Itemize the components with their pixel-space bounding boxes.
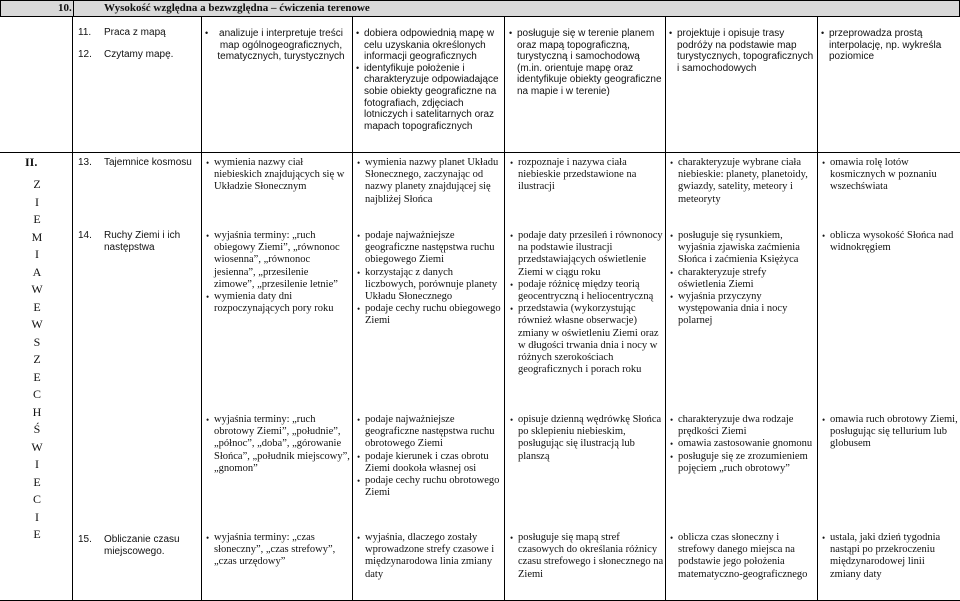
vertical-letter: E <box>33 369 41 384</box>
divider <box>201 153 202 601</box>
lesson-title: Wysokość względna a bezwzględna – ćwiczenia terenowe <box>104 2 370 14</box>
divider <box>352 16 353 152</box>
vertical-letter: Z <box>33 177 41 191</box>
requirements-satisfactory <box>357 230 503 328</box>
requirement-item: • wyjaśnia terminy: „czas słoneczny”, „czas strefowy”, „czas urzędowy” <box>214 532 351 569</box>
requirement-item: • omawia rolę lotów kosmicznych w poznaniu wszechświata <box>830 157 958 194</box>
requirements-basic <box>206 157 351 194</box>
requirement-item: • podaje najważniejsze geograficzne następstwa ruchu obiegowego Ziemi <box>365 230 503 267</box>
requirements-excellent <box>822 230 958 254</box>
requirements-very-good <box>670 230 816 328</box>
section-title-vertical <box>26 176 48 544</box>
requirement-item: • przedstawia (wykorzystując również własne obserwacje) zmiany w oświetleniu Ziemi oraz w długości trwania dnia i nocy w różnych szerokościach geograficznych i porach roku <box>518 303 664 376</box>
vertical-letter: S <box>33 334 41 349</box>
requirement-item: • podaje daty przesileń i równonocy na podstawie ilustracji przedstawiających oświetlenie Ziemi w ciągu roku <box>518 230 664 279</box>
requirement-item: • wymienia daty dni rozpoczynających pory roku <box>214 291 351 315</box>
requirements-good <box>510 157 664 194</box>
divider <box>504 16 505 152</box>
requirements-good <box>509 28 663 98</box>
lesson-number: 14. <box>78 230 92 241</box>
row-divider <box>0 152 960 153</box>
requirement-item: • oblicza wysokość Słońca nad widnokręgiem <box>830 230 958 254</box>
requirements-excellent <box>822 532 958 581</box>
requirements-excellent <box>822 157 958 194</box>
requirement-item: • charakteryzuje strefy oświetlenia Ziemi <box>678 267 816 291</box>
requirement-item: • opisuje dzienną wędrówkę Słońca po sklepieniu niebieskim, posługując się ilustracją lub planszą <box>518 414 664 463</box>
divider <box>665 16 666 152</box>
requirements-very-good <box>670 157 816 206</box>
requirements-excellent <box>822 414 958 451</box>
lesson-topic: Ruchy Ziemi i ich następstwa <box>104 230 181 253</box>
requirement-item: • korzystając z danych liczbowych, porównuje planety Układu Słonecznego <box>365 267 503 304</box>
requirement-item: • podaje cechy ruchu obrotowego Ziemi <box>365 475 503 499</box>
divider <box>72 16 73 152</box>
requirement-item: • rozpoznaje i nazywa ciała niebieskie przedstawione na ilustracji <box>518 157 664 194</box>
requirements-satisfactory <box>357 414 503 499</box>
requirement-item: • przeprowadza prostą interpolację, np. wykreśla poziomice <box>829 28 957 63</box>
requirement-item: • projektuje i opisuje trasy podróży na podstawie map turystycznych, topograficznych i samochodowych <box>677 28 815 74</box>
section-header-row <box>0 0 960 17</box>
lesson-topic: Praca z mapą <box>104 27 166 38</box>
vertical-letter: E <box>33 212 41 226</box>
vertical-letter: C <box>32 492 41 506</box>
vertical-letter: Z <box>33 352 41 366</box>
vertical-letter: W <box>31 282 43 296</box>
requirement-item: • wyjaśnia, dlaczego zostały wprowadzone strefy czasowe i międzynarodowa linia zmiany daty <box>365 532 503 581</box>
lesson-number: 15. <box>78 534 92 545</box>
vertical-letter: H <box>32 404 42 419</box>
requirement-item: • omawia ruch obrotowy Ziemi, posługując się tellurium lub globusem <box>830 414 958 451</box>
lesson-number: 11. <box>78 27 92 38</box>
requirement-item: • posługuje się mapą stref czasowych do określania różnicy czasu strefowego i słonecznego na Ziemi <box>518 532 664 581</box>
requirement-item: • charakteryzuje wybrane ciała niebieskie: planety, planetoidy, gwiazdy, satelity, meteory i meteoryty <box>678 157 816 206</box>
requirement-item: • posługuje się ze zrozumieniem pojęciem „ruch obrotowy” <box>678 451 816 475</box>
divider <box>817 16 818 152</box>
requirement-item: • wyjaśnia terminy: „ruch obiegowy Ziemi”, „równonoc wiosenna”, „równonoc jesienna”, „przesilenie zimowe”, „przesilenie letnie” <box>214 230 351 291</box>
lesson-topic: Obliczanie czasu miejscowego. <box>104 534 180 557</box>
requirements-satisfactory <box>357 157 503 206</box>
requirement-item: • dobiera odpowiednią mapę w celu uzyskania określonych informacji geograficznych <box>364 28 502 63</box>
requirements-basic <box>205 28 349 63</box>
vertical-letter: I <box>35 247 39 261</box>
vertical-letter: C <box>32 387 41 401</box>
requirements-excellent <box>821 28 957 63</box>
vertical-letter: W <box>31 439 43 454</box>
requirements-very-good <box>670 414 816 475</box>
requirements-very-good <box>670 532 816 581</box>
requirement-item: • omawia zastosowanie gnomonu <box>678 438 816 450</box>
divider <box>201 16 202 152</box>
requirement-item: • wyjaśnia terminy: „ruch obrotowy Ziemi”, „południe”, „północ”, „doba”, „górowanie Słońca”, „południk miejscowy”, „gnomon” <box>214 414 351 475</box>
section-number: II. <box>25 156 38 169</box>
requirements-good <box>510 532 664 581</box>
vertical-letter: W <box>31 317 43 331</box>
requirement-item: • ustala, jaki dzień tygodnia nastąpi po przekroczeniu międzynarodowej linii zmiany daty <box>830 532 958 581</box>
lesson-number: 13. <box>78 157 92 168</box>
requirement-item: • podaje cechy ruchu obiegowego Ziemi <box>365 303 503 327</box>
lesson-topic: Tajemnice kosmosu <box>104 157 192 168</box>
divider <box>352 153 353 601</box>
requirements-satisfactory <box>356 28 502 132</box>
requirements-satisfactory <box>357 532 503 581</box>
vertical-letter: I <box>35 509 39 524</box>
lesson-number: 12. <box>78 48 92 60</box>
requirement-item: • wyjaśnia przyczyny występowania dnia i nocy polarnej <box>678 291 816 328</box>
requirement-item: • analizuje i interpretuje treści map ogólnogeograficznych, tematycznych, turystycznych <box>213 28 349 63</box>
vertical-letter: Ś <box>33 422 41 436</box>
vertical-letter: E <box>33 527 41 541</box>
requirement-item: • posługuje się w terenie planem oraz mapą topograficzną, turystyczną i samochodową (m.in. orientuje mapę oraz identyfikuje obiekty geograficzne na mapie i w terenie) <box>517 28 663 98</box>
divider <box>72 153 73 601</box>
requirements-basic <box>206 230 351 315</box>
requirement-item: • podaje najważniejsze geograficzne następstwa ruchu obrotowego Ziemi <box>365 414 503 451</box>
lesson-number: 10. <box>58 2 72 14</box>
requirements-good <box>510 414 664 463</box>
divider <box>817 153 818 601</box>
divider <box>73 1 74 16</box>
requirement-item: • oblicza czas słoneczny i strefowy danego miejsca na podstawie jego położenia matematyczno-geograficznego <box>678 532 816 581</box>
vertical-letter: M <box>31 229 43 244</box>
requirements-very-good <box>669 28 815 74</box>
requirement-item: • podaje kierunek i czas obrotu Ziemi dookoła własnej osi <box>365 451 503 475</box>
requirement-item: • charakteryzuje dwa rodzaje prędkości Ziemi <box>678 414 816 438</box>
vertical-letter: I <box>35 194 39 209</box>
vertical-letter: E <box>33 474 41 489</box>
requirement-item: • wymienia nazwy planet Układu Słonecznego, zaczynając od nazwy planety znajdującej się najbliżej Słońca <box>365 157 503 206</box>
requirements-basic <box>206 532 351 569</box>
lesson-topics <box>104 27 200 60</box>
divider <box>665 153 666 601</box>
divider <box>504 153 505 601</box>
requirement-item: • wymienia nazwy ciał niebieskich znajdujących się w Układzie Słonecznym <box>214 157 351 194</box>
vertical-letter: E <box>33 299 41 314</box>
lesson-numbers <box>78 27 100 60</box>
requirements-basic <box>206 414 351 475</box>
lesson-topic: Czytamy mapę. <box>104 48 174 60</box>
requirement-item: • posługuje się rysunkiem, wyjaśnia zjawiska zaćmienia Słońca i zaćmienia Księżyca <box>678 230 816 267</box>
requirement-item: • podaje różnicę między teorią geocentryczną i heliocentryczną <box>518 279 664 303</box>
requirement-item: • identyfikuje położenie i charakteryzuje odpowiadające sobie obiekty geograficzne na fotografiach, zdjęciach lotniczych i satelitarnych oraz mapach topograficznych <box>364 63 502 133</box>
requirements-good <box>510 230 664 376</box>
vertical-letter: I <box>35 457 39 471</box>
vertical-letter: A <box>32 264 42 279</box>
